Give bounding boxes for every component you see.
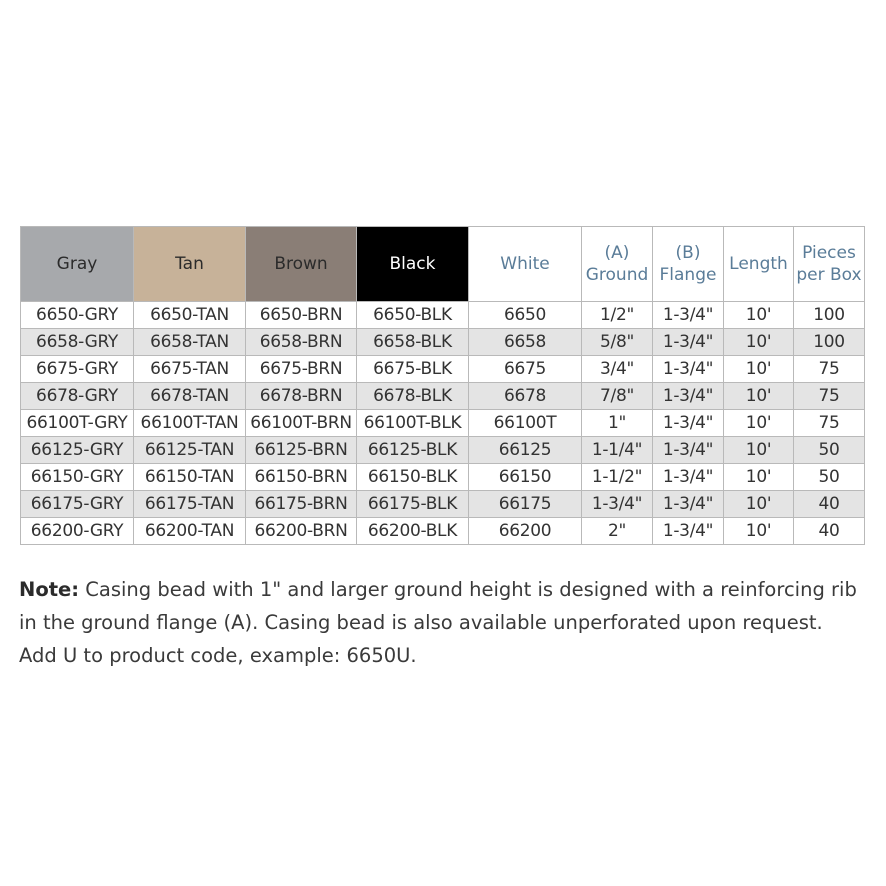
cell-gray-code: 6650-GRY [21, 302, 134, 329]
header-black: Black [357, 227, 469, 302]
cell-tan-code: 6678-TAN [134, 383, 246, 410]
cell-pieces-per-box: 50 [794, 437, 865, 464]
cell-flange: 1-3/4" [653, 464, 724, 491]
cell-flange: 1-3/4" [653, 383, 724, 410]
cell-ground: 2" [582, 518, 653, 545]
cell-tan-code: 66100T-TAN [134, 410, 246, 437]
cell-gray-code: 6675-GRY [21, 356, 134, 383]
header-white: White [469, 227, 582, 302]
cell-pieces-per-box: 75 [794, 356, 865, 383]
cell-gray-code: 6678-GRY [21, 383, 134, 410]
table-row [21, 491, 865, 518]
cell-length: 10' [724, 383, 794, 410]
table-row [21, 410, 865, 437]
cell-tan-code: 66175-TAN [134, 491, 246, 518]
cell-gray-code: 66175-GRY [21, 491, 134, 518]
cell-length: 10' [724, 302, 794, 329]
cell-ground: 1-3/4" [582, 491, 653, 518]
header-tan: Tan [134, 227, 246, 302]
table-row [21, 464, 865, 491]
cell-black-code: 66125-BLK [357, 437, 469, 464]
cell-white-code: 66125 [469, 437, 582, 464]
cell-pieces-per-box: 40 [794, 518, 865, 545]
cell-gray-code: 66150-GRY [21, 464, 134, 491]
cell-length: 10' [724, 491, 794, 518]
cell-ground: 1-1/2" [582, 464, 653, 491]
cell-brown-code: 66125-BRN [246, 437, 357, 464]
cell-tan-code: 66125-TAN [134, 437, 246, 464]
cell-black-code: 66175-BLK [357, 491, 469, 518]
cell-flange: 1-3/4" [653, 410, 724, 437]
cell-white-code: 66175 [469, 491, 582, 518]
cell-flange: 1-3/4" [653, 518, 724, 545]
cell-length: 10' [724, 518, 794, 545]
cell-tan-code: 6658-TAN [134, 329, 246, 356]
cell-brown-code: 66150-BRN [246, 464, 357, 491]
cell-white-code: 66100T [469, 410, 582, 437]
cell-brown-code: 6650-BRN [246, 302, 357, 329]
cell-length: 10' [724, 356, 794, 383]
cell-length: 10' [724, 437, 794, 464]
cell-ground: 7/8" [582, 383, 653, 410]
cell-flange: 1-3/4" [653, 356, 724, 383]
table-row [21, 356, 865, 383]
header-flange: (B) Flange [653, 227, 724, 302]
cell-pieces-per-box: 100 [794, 302, 865, 329]
cell-ground: 3/4" [582, 356, 653, 383]
cell-tan-code: 66200-TAN [134, 518, 246, 545]
cell-black-code: 66100T-BLK [357, 410, 469, 437]
cell-pieces-per-box: 50 [794, 464, 865, 491]
casing-bead-spec-table [20, 226, 865, 545]
table-row [21, 383, 865, 410]
cell-pieces-per-box: 100 [794, 329, 865, 356]
cell-pieces-per-box: 75 [794, 410, 865, 437]
cell-flange: 1-3/4" [653, 302, 724, 329]
cell-ground: 1/2" [582, 302, 653, 329]
note-paragraph [19, 573, 859, 672]
cell-tan-code: 6675-TAN [134, 356, 246, 383]
cell-black-code: 6678-BLK [357, 383, 469, 410]
cell-brown-code: 6658-BRN [246, 329, 357, 356]
cell-white-code: 66200 [469, 518, 582, 545]
cell-length: 10' [724, 329, 794, 356]
cell-brown-code: 66100T-BRN [246, 410, 357, 437]
cell-tan-code: 66150-TAN [134, 464, 246, 491]
cell-black-code: 66150-BLK [357, 464, 469, 491]
cell-black-code: 6675-BLK [357, 356, 469, 383]
cell-white-code: 6650 [469, 302, 582, 329]
cell-pieces-per-box: 75 [794, 383, 865, 410]
cell-brown-code: 6678-BRN [246, 383, 357, 410]
cell-ground: 1-1/4" [582, 437, 653, 464]
note-label: Note: [19, 577, 80, 601]
cell-brown-code: 6675-BRN [246, 356, 357, 383]
cell-white-code: 6678 [469, 383, 582, 410]
header-pieces-per-box: Pieces per Box [794, 227, 865, 302]
table-row [21, 329, 865, 356]
table-row [21, 518, 865, 545]
table-body [21, 302, 865, 545]
cell-black-code: 6658-BLK [357, 329, 469, 356]
cell-white-code: 6675 [469, 356, 582, 383]
cell-black-code: 6650-BLK [357, 302, 469, 329]
cell-pieces-per-box: 40 [794, 491, 865, 518]
cell-ground: 5/8" [582, 329, 653, 356]
table-row [21, 437, 865, 464]
cell-white-code: 66150 [469, 464, 582, 491]
header-brown: Brown [246, 227, 357, 302]
cell-flange: 1-3/4" [653, 329, 724, 356]
cell-brown-code: 66200-BRN [246, 518, 357, 545]
header-gray: Gray [21, 227, 134, 302]
cell-gray-code: 66100T-GRY [21, 410, 134, 437]
cell-white-code: 6658 [469, 329, 582, 356]
header-row [21, 227, 865, 302]
cell-black-code: 66200-BLK [357, 518, 469, 545]
cell-ground: 1" [582, 410, 653, 437]
cell-length: 10' [724, 410, 794, 437]
cell-flange: 1-3/4" [653, 437, 724, 464]
cell-gray-code: 66125-GRY [21, 437, 134, 464]
cell-flange: 1-3/4" [653, 491, 724, 518]
cell-gray-code: 6658-GRY [21, 329, 134, 356]
header-length: Length [724, 227, 794, 302]
note-text: Casing bead with 1" and larger ground height is designed with a reinforcing rib in the ground flange (A). Casing bead is also available unperforated upon request. Add U to product code, example: 6650U. [19, 577, 857, 667]
cell-length: 10' [724, 464, 794, 491]
cell-gray-code: 66200-GRY [21, 518, 134, 545]
cell-tan-code: 6650-TAN [134, 302, 246, 329]
header-ground: (A) Ground [582, 227, 653, 302]
table-row [21, 302, 865, 329]
cell-brown-code: 66175-BRN [246, 491, 357, 518]
